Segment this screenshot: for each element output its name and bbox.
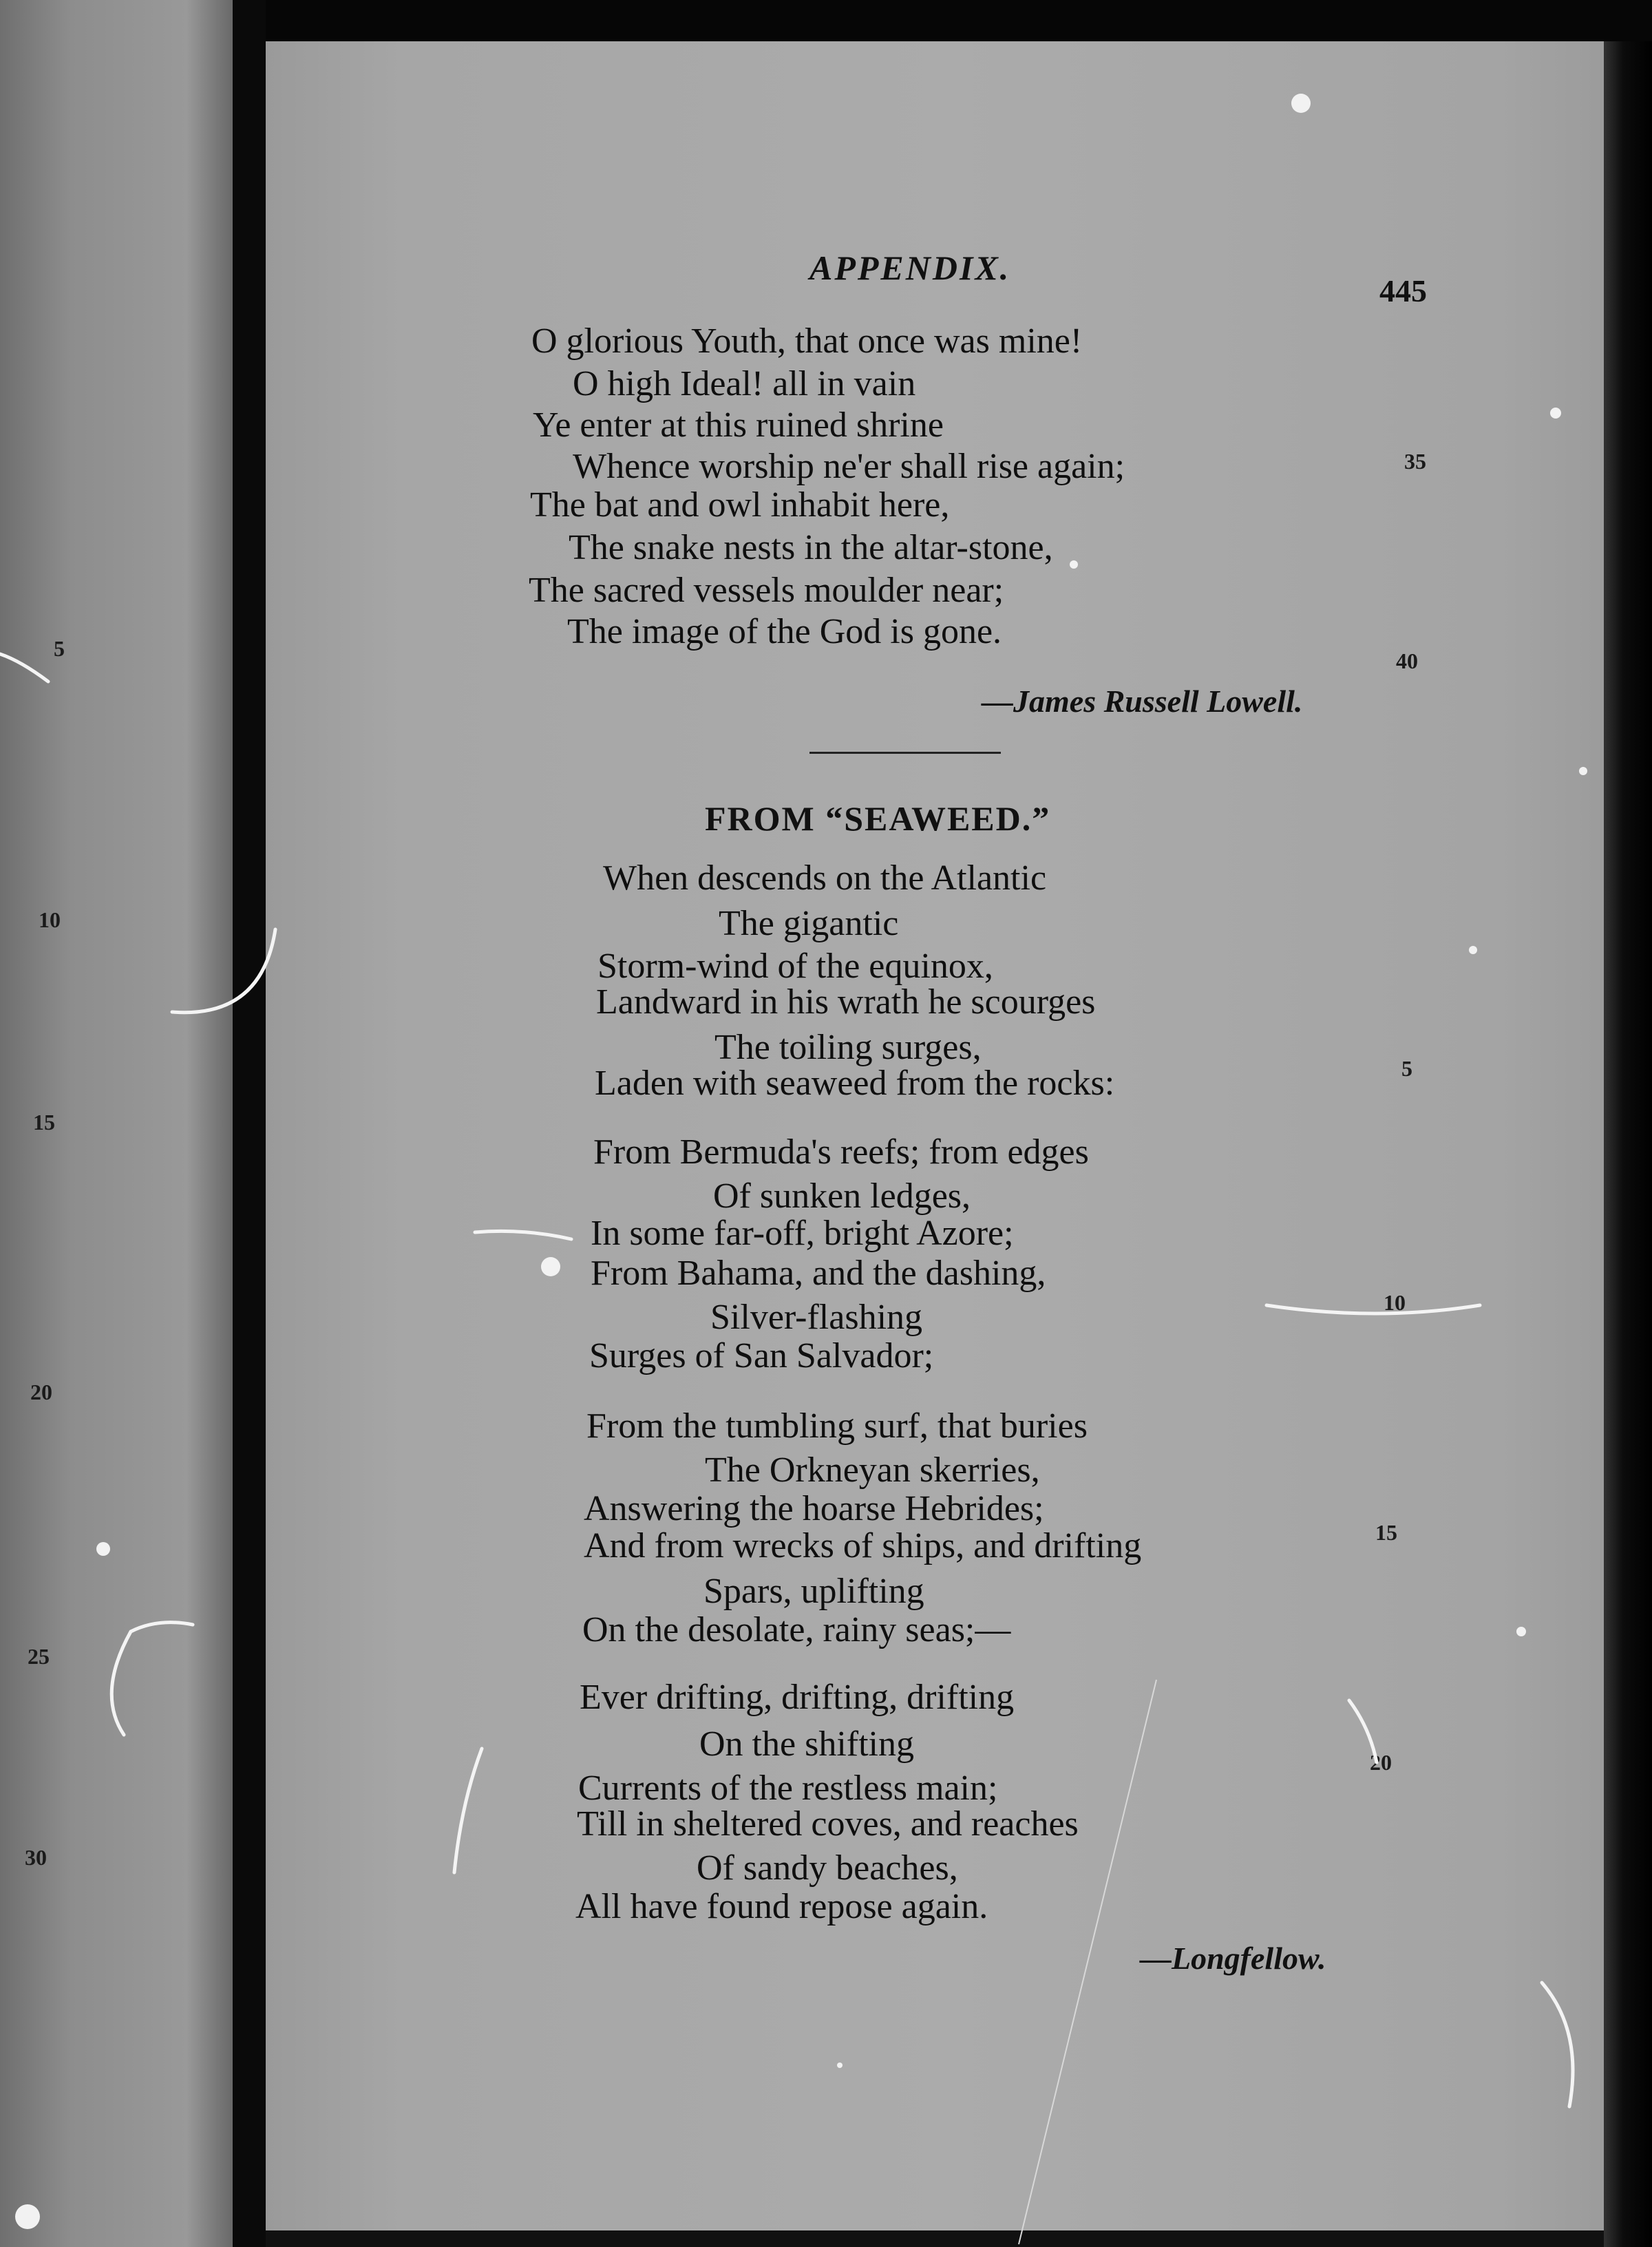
left-line-number: 5 xyxy=(54,636,65,661)
poem-line: Whence worship ne'er shall rise again; xyxy=(573,447,1125,486)
poem-line: The gigantic xyxy=(719,904,899,943)
poem-line: Till in sheltered coves, and reaches xyxy=(577,1804,1079,1844)
line-number: 15 xyxy=(1375,1520,1397,1545)
poem-line: Laden with seaweed from the rocks: xyxy=(595,1064,1115,1103)
poem-line: Ye enter at this ruined shrine xyxy=(533,405,944,445)
section-divider xyxy=(809,752,1001,754)
poem-line: On the desolate, rainy seas;— xyxy=(582,1610,1011,1649)
poem-line: From Bermuda's reefs; from edges xyxy=(593,1132,1089,1172)
left-line-number: 25 xyxy=(28,1644,50,1669)
line-number: 40 xyxy=(1396,648,1418,673)
line-number: 5 xyxy=(1401,1056,1412,1081)
left-line-number: 15 xyxy=(33,1110,55,1135)
poem-line: O glorious Youth, that once was mine! xyxy=(531,321,1083,361)
left-line-number: 20 xyxy=(30,1380,52,1404)
poem-line: Silver-flashing xyxy=(710,1298,923,1337)
poem-line: From the tumbling surf, that buries xyxy=(586,1406,1088,1446)
line-number: 10 xyxy=(1384,1290,1406,1315)
left-page-shadow xyxy=(186,0,234,2247)
poem-line: The snake nests in the altar-stone, xyxy=(569,528,1053,567)
poem-line: Landward in his wrath he scourges xyxy=(596,982,1096,1022)
poem-title-seaweed: FROM “SEAWEED.” xyxy=(705,799,1051,838)
left-line-number: 10 xyxy=(39,907,61,932)
poem-line: O high Ideal! all in vain xyxy=(573,364,916,403)
poem-line: Of sandy beaches, xyxy=(697,1848,958,1888)
book-gutter xyxy=(233,0,266,2247)
poem-line: And from wrecks of ships, and drifting xyxy=(584,1526,1142,1565)
poem-line: Spars, uplifting xyxy=(703,1572,924,1611)
poem-line: Answering the hoarse Hebrides; xyxy=(584,1489,1044,1528)
right-scan-edge xyxy=(1604,41,1652,2247)
line-number: 20 xyxy=(1370,1750,1392,1775)
line-number: 35 xyxy=(1404,449,1426,474)
attribution-lowell: —James Russell Lowell. xyxy=(982,684,1303,719)
attribution-longfellow: —Longfellow. xyxy=(1140,1941,1326,1976)
poem-line: Ever drifting, drifting, drifting xyxy=(580,1678,1015,1717)
poem-line: When descends on the Atlantic xyxy=(603,858,1047,898)
poem-line: The Orkneyan skerries, xyxy=(705,1450,1040,1490)
poem-line: In some far-off, bright Azore; xyxy=(591,1214,1014,1253)
poem-line: Surges of San Salvador; xyxy=(589,1336,934,1375)
poem-line: Currents of the restless main; xyxy=(578,1769,998,1808)
poem-line: The toiling surges, xyxy=(714,1028,982,1067)
poem-line: The bat and owl inhabit here, xyxy=(530,485,950,525)
poem-line: Of sunken ledges, xyxy=(713,1177,971,1216)
page-number: 445 xyxy=(1379,273,1427,308)
poem-line: From Bahama, and the dashing, xyxy=(591,1254,1046,1293)
poem-line: On the shifting xyxy=(699,1724,914,1764)
running-title: APPENDIX. xyxy=(809,249,1011,287)
poem-line: All have found repose again. xyxy=(575,1887,988,1926)
poem-line: The image of the God is gone. xyxy=(567,612,1002,651)
poem-line: The sacred vessels moulder near; xyxy=(529,571,1004,610)
left-line-number: 30 xyxy=(25,1845,47,1870)
poem-line: Storm-wind of the equinox, xyxy=(597,947,993,986)
